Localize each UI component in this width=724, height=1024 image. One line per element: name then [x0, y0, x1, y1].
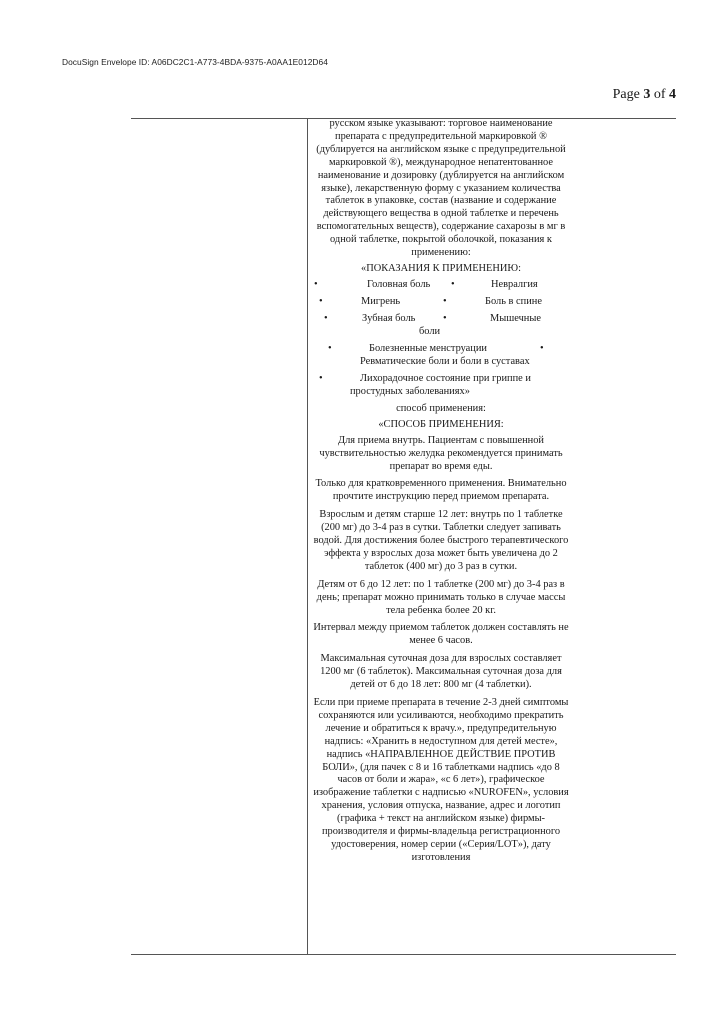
bullet-icon: • [319, 295, 323, 307]
bullet-icon: • [314, 278, 318, 290]
method-label: способ применения: [396, 402, 486, 414]
page-total: 4 [669, 87, 676, 102]
indication-item: Мышечные [490, 312, 541, 324]
indication-item: Невралгия [491, 278, 538, 290]
indication-row [312, 343, 570, 369]
bullet-icon: • [451, 278, 455, 290]
indication-item: Мигрень [361, 295, 401, 307]
bullet-icon: • [443, 312, 447, 324]
method-paragraph: Интервал между приемом таблеток должен составлять не менее 6 часов. [313, 622, 569, 647]
page-number [613, 87, 676, 103]
indication-row [312, 313, 570, 339]
page-current: 3 [643, 87, 651, 102]
page-prefix: Page [612, 87, 644, 102]
table-column-divider [307, 118, 308, 955]
method-paragraph: Только для кратковременного применения. Внимательно прочтите инструкцию перед приемом препарата. [315, 478, 567, 503]
indication-item: Головная боль [367, 278, 431, 290]
indication-row [312, 296, 570, 309]
indication-item: Ревматические боли и боли в суставах [360, 355, 530, 367]
bullet-icon: • [328, 342, 332, 354]
method-paragraph: Взрослым и детям старше 12 лет: внутрь по 1 таблетке (200 мг) до 3-4 раз в сутки. Таблетки следует запивать водой. Для достижения более быстрого терапевтического эффекта у взрослых доза может быть увеличена до 2 таблеток (400 мг) до 3 раз в сутки. [313, 509, 569, 572]
intro-paragraph: русском языке указывают: торговое наименование препарата с предупредительной маркировкой ® (дублируется на английском языке с предупредительной маркировкой ®), международное непатентованное наименование и дозировку (дублируется на английском языке), лекарственную форму с указанием количества таблеток в упаковке, состав (название и содержание действующего вещества в одной таблетке и перечень вспомогательных веществ), содержание сахарозы в мг в одной таблетке, покрытой оболочкой, показания к применению: [316, 118, 566, 259]
table-right-cell [312, 118, 570, 870]
indication-item: простудных заболеваниях» [350, 385, 470, 397]
bullet-icon: • [324, 312, 328, 324]
indication-row [312, 279, 570, 292]
indication-item: Лихорадочное состояние при гриппе и [360, 372, 531, 384]
bullet-icon: • [319, 372, 323, 384]
method-paragraph: Для приема внутрь. Пациентам с повышенной чувствительностью желудка рекомендуется принимать препарат во время еды. [319, 434, 563, 472]
bullet-icon: • [540, 342, 544, 354]
method-paragraph: Детям от 6 до 12 лет: по 1 таблетке (200 мг) до 3-4 раз в день; препарат можно принимать только в случае массы тела ребенка более 20 кг. [316, 578, 566, 616]
indications-title: «ПОКАЗАНИЯ К ПРИМЕНЕНИЮ: [361, 262, 521, 274]
indication-item: Боль в спине [485, 295, 542, 307]
method-title: «СПОСОБ ПРИМЕНЕНИЯ: [378, 418, 504, 430]
indication-item: боли [419, 325, 441, 337]
method-paragraph: Максимальная суточная доза для взрослых составляет 1200 мг (6 таблеток). Максимальная суточная доза для детей от 6 до 18 лет: 800 мг (4 таблетки). [320, 653, 562, 691]
page-sep: of [650, 87, 669, 102]
indication-item: Зубная боль [362, 312, 416, 324]
envelope-id: DocuSign Envelope ID: A06DC2C1-A773-4BDA-9375-A0AA1E012D64 [62, 57, 328, 67]
indication-item: Болезненные менструации [369, 342, 487, 354]
method-paragraph: Если при приеме препарата в течение 2-3 дней симптомы сохраняются или усиливаются, необходимо прекратить лечение и обратиться к врачу.», предупредительную надпись: «Хранить в недоступном для детей месте», надпись «НАПРАВЛЕННОЕ ДЕЙСТВИЕ ПРОТИВ БОЛИ», (для пачек с 8 и 16 таблетками надпись «до 8 часов от боли и жара», «с 6 лет»), графическое изображение таблетки с надписью «NUROFEN», условия хранения, условия отпуска, название, адрес и логотип (графика + текст на английском языке) фирмы-производителя и фирмы-владельца регистрационного удостоверения, номер серии («Серия/LOT»), дату изготовления [313, 697, 569, 863]
bullet-icon: • [443, 295, 447, 307]
table-bottom-border [131, 954, 676, 955]
indication-row [312, 373, 570, 399]
